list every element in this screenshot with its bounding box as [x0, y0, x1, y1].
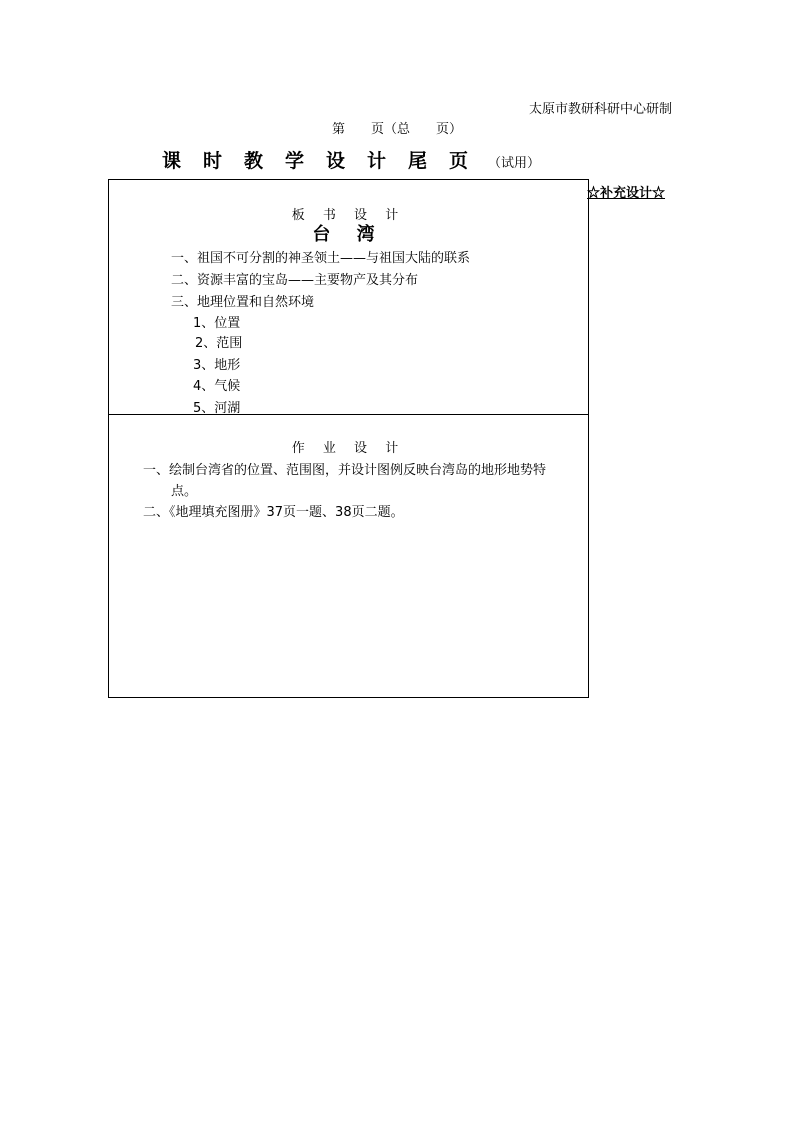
homework-item-1: 一、绘制台湾省的位置、范围图，并设计图例反映台湾岛的地形地势特: [143, 463, 547, 478]
subitem-location: 1、位置: [193, 316, 241, 331]
institution-name: 太原市教研科研中心研制: [528, 102, 672, 117]
subitem-rivers-lakes: 5、河湖: [193, 401, 241, 416]
board-topic: 台 湾: [312, 224, 385, 245]
homework-design-heading: 作 业 设 计: [291, 441, 406, 456]
subitem-extent: 2、范围: [195, 336, 243, 351]
supplement-design-label: ☆补充设计☆: [587, 186, 666, 201]
outline-item-1: 一、祖国不可分割的神圣领土——与祖国大陆的联系: [171, 251, 471, 266]
outline-item-2: 二、资源丰富的宝岛——主要物产及其分布: [171, 273, 419, 288]
subitem-terrain: 3、地形: [193, 358, 241, 373]
outline-item-3: 三、地理位置和自然环境: [171, 295, 315, 310]
page-number-line: 第 页（总 页）: [331, 122, 462, 137]
board-design-section: [108, 179, 589, 415]
subitem-climate: 4、气候: [193, 379, 241, 394]
homework-item-1-cont: 点。: [171, 484, 198, 499]
board-design-heading: 板 书 设 计: [291, 208, 406, 223]
page-title: 课时教学设计尾页: [162, 150, 491, 172]
homework-item-2: 二、《地理填充图册》37页一题、38页二题。: [143, 505, 404, 520]
title-suffix: （试用）: [488, 156, 541, 171]
homework-design-section: [108, 413, 589, 698]
